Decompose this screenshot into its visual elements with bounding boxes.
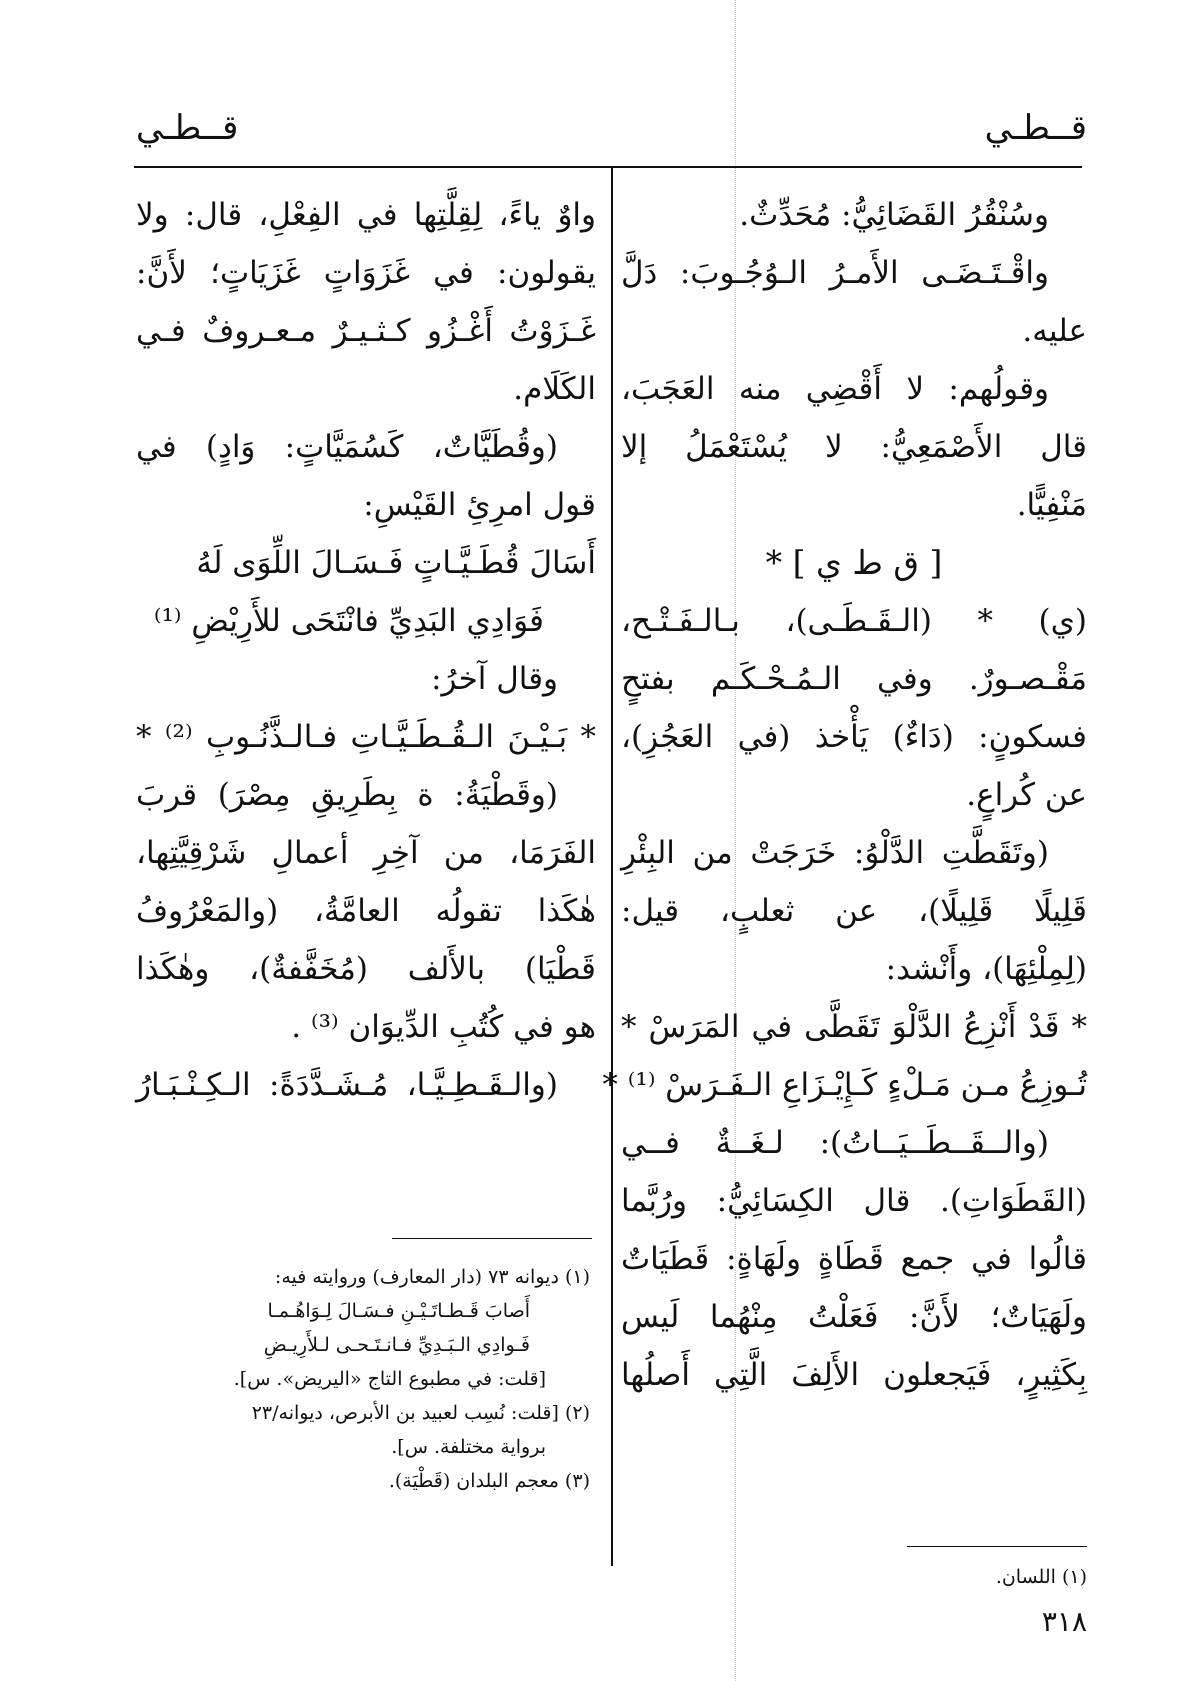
footnote-line: [قلت: في مطبوع التاج «اليريض». س]. xyxy=(233,1368,546,1390)
verse-line: تُـوزِعُ مـن مَـلْءٍ كَـإِيْـزَاعِ الـفَـرَسْ ⁽¹⁾ * xyxy=(602,1067,1087,1103)
footnote-separator-left xyxy=(392,1238,592,1239)
text-line: (والـقَـطِـيَّـا، مُـشَـدَّدَةً: الـكِـنْـبَـارُ xyxy=(136,1067,558,1103)
footnote-line: (٢) [قلت: نُسِب لعبيد بن الأبرص، ديوانه/٢٣ xyxy=(251,1402,590,1424)
footnote-line: (١) اللسان. xyxy=(995,1566,1087,1588)
text-line: قَلِيلًا قَلِيلًا)، عن ثعلبٍ، قيل: xyxy=(621,893,1087,929)
text-line: الكَلَام. xyxy=(513,371,596,407)
entry-heading: [ ق ط ي ] * xyxy=(765,543,943,582)
text-line: الفَرَمَا، من آخِرِ أعمالِ شَرْقِيَّتِها، xyxy=(136,835,596,871)
verse-line: * قَدْ أَنْزِعُ الدَّلْوَ تَقَطَّى في المَرَسْ * xyxy=(621,1009,1087,1045)
text-line: قول امرِئِ القَيْسِ: xyxy=(363,487,596,523)
text-line: مَقْـصـورٌ. وفي الـمُـحْـكَـم بفتحٍ xyxy=(621,661,1087,697)
text-line: واوٌ ياءً، لِقِلَّتِها في الفِعْلِ، قال: ولا xyxy=(136,197,596,233)
footnote-line: (١) ديوانه ٧٣ (دار المعارف) وروايته فيه: xyxy=(274,1266,590,1288)
text-line: (وقُطَيَّاتٌ، كَسُمَيَّاتٍ: وَادٍ) في xyxy=(136,429,558,465)
footnote-verse-line: فَـوادِي الـبَـدِيِّ فـانـتَـحـى لـلأَرِيـضِ xyxy=(263,1334,530,1356)
text-line: قَطْيَا) بالأَلف (مُخَفَّفةٌ)، وهٰكَذا xyxy=(136,951,596,987)
text-line: (القَطَوَاتِ). قال الكِسَائِيُّ: ورُبَّما xyxy=(621,1183,1087,1219)
verse-line: أَسَالَ قُطَـيَّـاتٍ فَـسَـالَ اللِّوَى لَهُ xyxy=(196,545,596,581)
text-line: قالُوا في جمع قَطَاةٍ ولَهَاةٍ: قَطَيَاتٌ xyxy=(621,1241,1087,1277)
footnote-line: برواية مختلفة. س]. xyxy=(391,1436,546,1458)
text-line: مَنْفِيًّا. xyxy=(1016,487,1087,523)
running-header-right: قــطـي xyxy=(984,108,1087,148)
right-column xyxy=(602,186,1087,1404)
text-line: هو في كُتُبِ الدِّيوَان ⁽³⁾ . xyxy=(291,1009,596,1045)
text-line: هٰكَذا تقولُه العامَّةُ، (والمَعْرُوفُ xyxy=(136,893,596,929)
footnote-verse-line: أَصابَ قَـطـاتَـيْـنِ فـسَـالَ لِـوَاهُـمـا xyxy=(267,1300,530,1322)
text-line: وسُنْقُرُ القَضَائِيُّ: مُحَدِّثٌ. xyxy=(739,197,1049,233)
text-line: واقْـتَـضَـى الأَمـرُ الـوُجُـوبَ: دَلَّ xyxy=(621,255,1049,291)
text-line: (وتَقَطَّتِ الدَّلْوُ: خَرَجَتْ من البِئْرِ xyxy=(621,835,1049,871)
text-line: قال الأَصْمَعِيُّ: لا يُسْتَعْمَلُ إلا xyxy=(621,429,1087,465)
column-divider xyxy=(611,168,613,1566)
text-line: يقولون: في غَزَوَاتٍ غَزَيَاتٍ؛ لأَنَّ: xyxy=(136,255,596,291)
text-line: (وقَطْيَةُ: ة بِطَرِيقِ مِصْرَ) قربَ xyxy=(136,777,558,813)
text-line: ولَهَيَاتٌ؛ لأَنَّ: فَعَلْتُ مِنْهُما لَيس xyxy=(621,1299,1087,1335)
page-number: ٣١٨ xyxy=(1041,1605,1087,1638)
text-line: غَـزَوْتُ أَغْـزُو كـثـيـرٌ مـعـروفٌ فـي xyxy=(136,313,596,349)
footnote-separator-right xyxy=(907,1546,1087,1547)
text-line: (والــقَــطَــيَــاتُ): لـغَــةٌ فــي xyxy=(621,1125,1049,1161)
footnote-line: (٣) معجم البلدان (قَطْيَة). xyxy=(388,1470,590,1492)
text-line: (ي) * (الـقَـطَـى)، بـالـفَـتْـح، xyxy=(621,603,1087,639)
footnotes-right xyxy=(627,1560,1087,1594)
text-line: (لِمِلْئِهَا)، وأَنْشد: xyxy=(885,951,1087,987)
left-column xyxy=(136,186,596,1114)
text-line: وقولُهم: لا أَقْضِي منه العَجَبَ، xyxy=(621,371,1049,407)
running-header-left: قــطـي xyxy=(136,108,239,148)
text-line: فسكونٍ: (دَاءٌ) يَأْخذ (في العَجُزِ)، xyxy=(621,719,1087,755)
text-line: عن كُراعٍ. xyxy=(966,777,1087,813)
header-rule xyxy=(134,166,1082,168)
text-line: وقال آخرُ: xyxy=(431,661,558,697)
footnotes-left xyxy=(140,1260,590,1498)
text-line: بِكَثِيرٍ، فَيَجعلون الأَلِفَ الَّتِي أَصلُها xyxy=(621,1357,1087,1393)
verse-line: فَوَادِي البَدِيِّ فانْتَحَى للأَرِيْضِ ⁽¹⁾ xyxy=(153,603,544,639)
text-line: عليه. xyxy=(1022,313,1087,349)
verse-line: * بَـيْـنَ الـقُـطَـيَّـاتِ فـالـذَّنُـوبِ ⁽²⁾ * xyxy=(136,719,597,755)
